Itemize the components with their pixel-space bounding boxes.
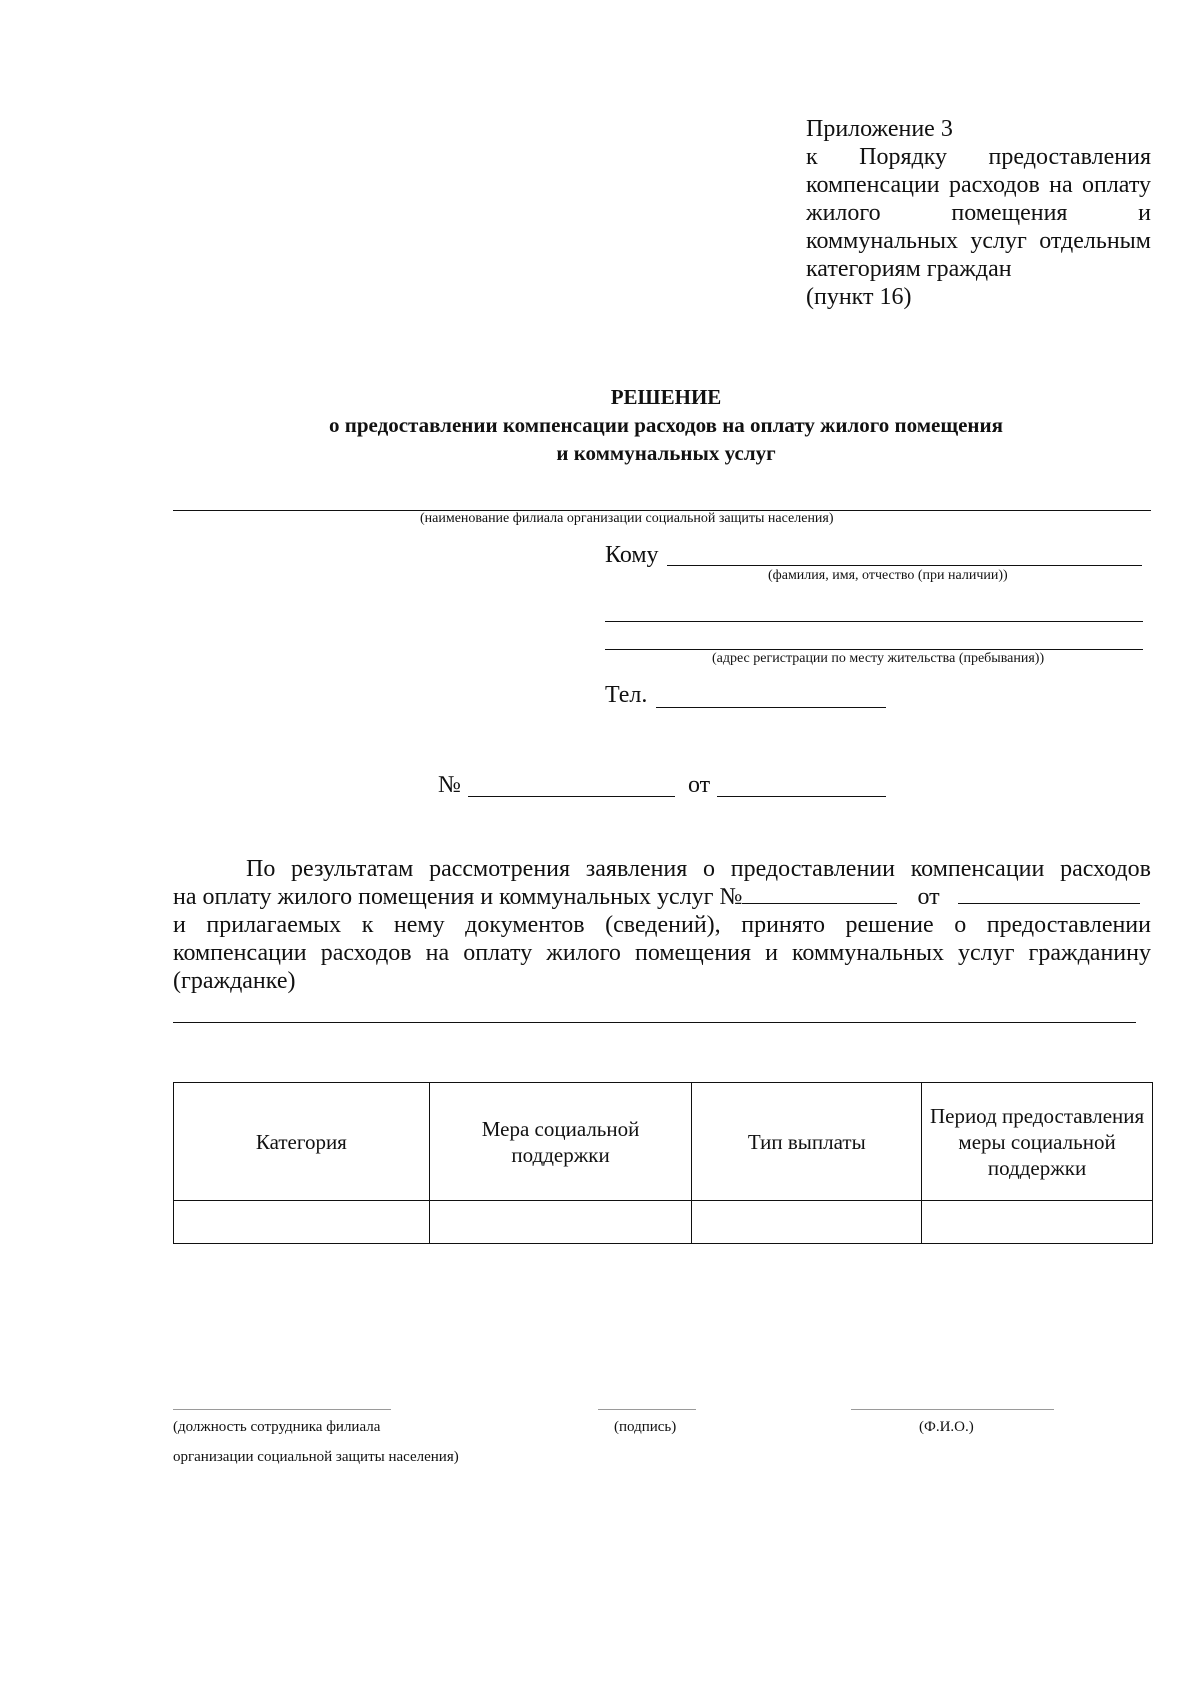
address-field-line-2[interactable] bbox=[605, 649, 1143, 650]
body-line bbox=[173, 883, 1151, 911]
table-cell-period[interactable] bbox=[922, 1201, 1153, 1244]
signature-field[interactable] bbox=[598, 1409, 696, 1410]
table-cell-payment-type[interactable] bbox=[692, 1201, 922, 1244]
table-cell-category[interactable] bbox=[174, 1201, 430, 1244]
branch-name-caption: (наименование филиала организации социальной защиты населения) bbox=[420, 511, 834, 526]
appendix-line: категориям граждан bbox=[806, 256, 1012, 282]
appendix-line: коммунальных услуг отдельным bbox=[806, 228, 1151, 254]
body-line: По результатам рассмотрения заявления о предоставлении компенсации расходов bbox=[246, 856, 1151, 882]
appendix-line: к Порядку предоставления bbox=[806, 144, 1151, 170]
body-line: компенсации расходов на оплату жилого помещения и коммунальных услуг гражданину bbox=[173, 940, 1151, 966]
appendix-line: жилого помещения и bbox=[806, 200, 1151, 226]
signature-caption: (подпись) bbox=[614, 1419, 677, 1435]
table-header-category: Категория bbox=[174, 1083, 430, 1201]
document-heading: РЕШЕНИЕ bbox=[610, 385, 722, 409]
phone-field[interactable] bbox=[656, 707, 886, 708]
appendix-block bbox=[806, 115, 1151, 311]
date-from-label: от bbox=[688, 772, 711, 798]
body-line: и прилагаемых к нему документов (сведений), принято решение о предоставлении bbox=[173, 912, 1151, 938]
application-number-field[interactable] bbox=[742, 883, 897, 904]
phone-label: Тел. bbox=[605, 682, 648, 708]
fio-caption: (Ф.И.О.) bbox=[919, 1419, 974, 1435]
body-line: (гражданке) bbox=[173, 968, 296, 994]
application-date-field[interactable] bbox=[958, 883, 1140, 904]
position-caption: (должность сотрудника филиала bbox=[173, 1419, 381, 1435]
table-header-payment-type: Тип выплаты bbox=[692, 1083, 922, 1201]
position-caption-cont: организации социальной защиты населения) bbox=[173, 1449, 459, 1465]
recipient-name-caption: (фамилия, имя, отчество (при наличии)) bbox=[768, 568, 1008, 583]
appendix-clause: (пункт 16) bbox=[806, 284, 912, 310]
table-row bbox=[174, 1201, 1153, 1244]
citizen-name-field[interactable] bbox=[173, 1022, 1136, 1023]
fio-field[interactable] bbox=[851, 1409, 1054, 1410]
decision-body-text bbox=[173, 855, 1151, 995]
decision-date-field[interactable] bbox=[717, 796, 886, 797]
table-header-support-measure: Мера социальной поддержки bbox=[429, 1083, 692, 1201]
table-header-period: Период предоставления меры социальной поддержки bbox=[922, 1083, 1153, 1201]
position-field[interactable] bbox=[173, 1409, 391, 1410]
address-caption: (адрес регистрации по месту жительства (пребывания)) bbox=[712, 651, 1045, 666]
table-header-row bbox=[174, 1083, 1153, 1201]
address-field-line-1[interactable] bbox=[605, 621, 1143, 622]
body-line-text: на оплату жилого помещения и коммунальных услуг № bbox=[173, 884, 743, 910]
number-sign: № bbox=[438, 772, 461, 798]
application-date-label: от bbox=[917, 884, 940, 910]
document-subtitle: и коммунальных услуг bbox=[556, 441, 776, 465]
decision-number-field[interactable] bbox=[468, 796, 675, 797]
table-cell-support-measure[interactable] bbox=[429, 1201, 692, 1244]
document-subtitle: о предоставлении компенсации расходов на оплату жилого помещения bbox=[329, 413, 1003, 437]
appendix-number: Приложение 3 bbox=[806, 116, 953, 142]
to-label: Кому bbox=[605, 542, 659, 568]
appendix-line: компенсации расходов на оплату bbox=[806, 172, 1151, 198]
recipient-name-field[interactable] bbox=[667, 565, 1142, 566]
decision-table bbox=[173, 1082, 1153, 1244]
